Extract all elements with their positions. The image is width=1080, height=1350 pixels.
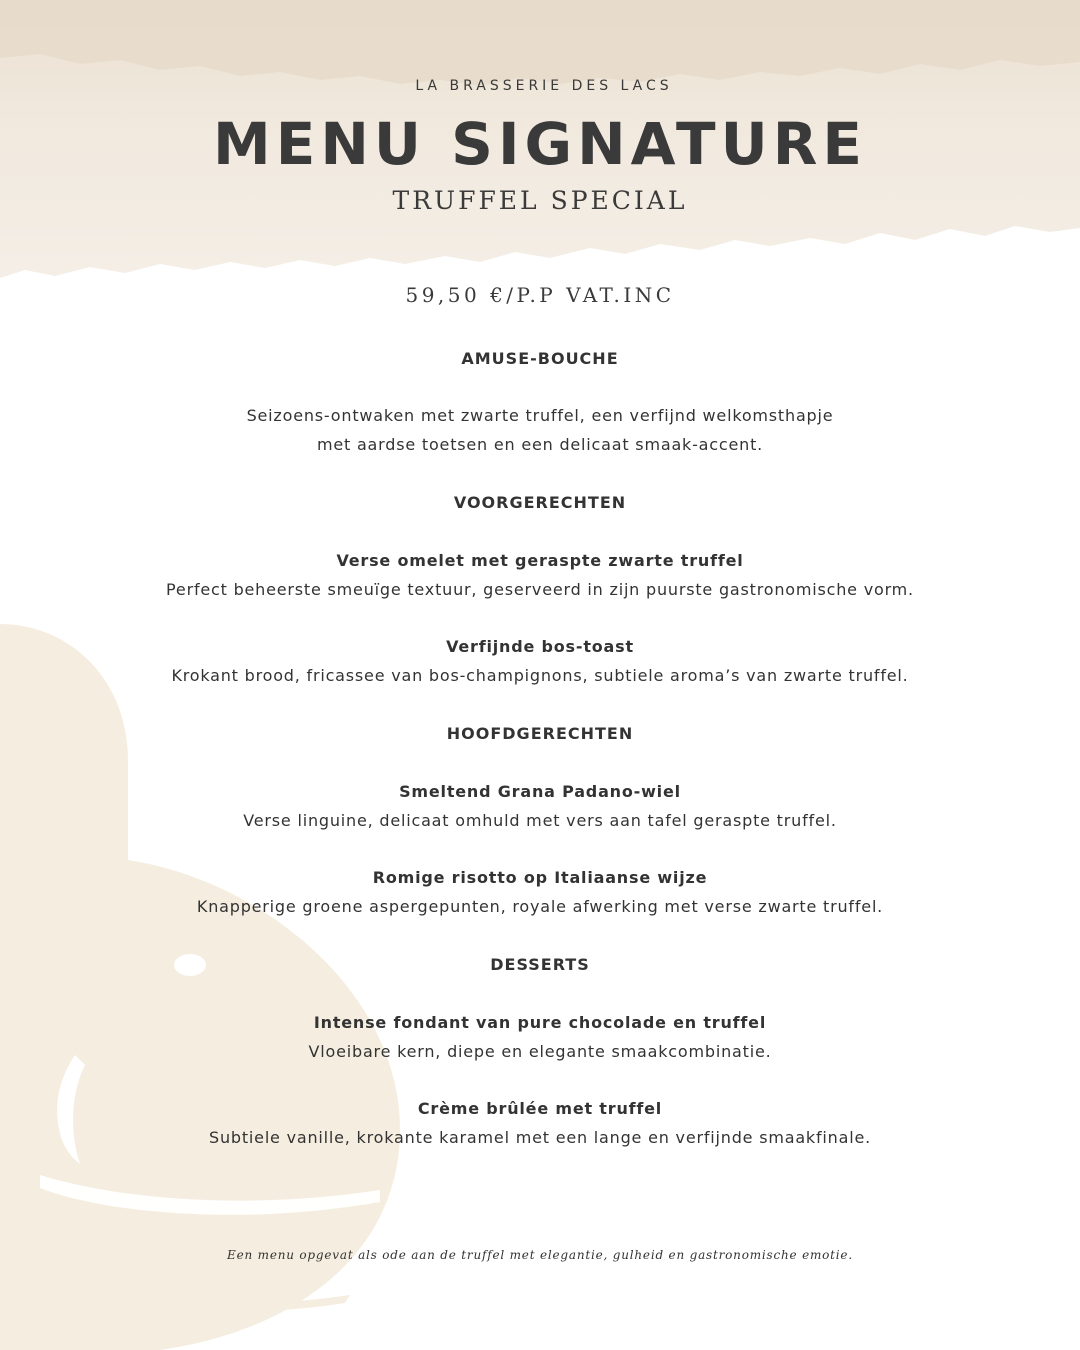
restaurant-name: LA BRASSERIE DES LACS bbox=[415, 78, 673, 94]
menu-price: 59,50 €/P.P VAT.INC bbox=[405, 283, 675, 307]
dish-description: Perfect beheerste smeuïge textuur, geserveerd in zijn puurste gastronomische vorm. bbox=[166, 580, 914, 599]
dish-name: Verfijnde bos-toast bbox=[446, 637, 634, 656]
section-heading-mains: HOOFDGERECHTEN bbox=[446, 724, 634, 743]
section-heading-amuse: AMUSE-BOUCHE bbox=[461, 349, 619, 368]
section-heading-starters: VOORGERECHTEN bbox=[453, 493, 627, 512]
dish-description: Subtiele vanille, krokante karamel met een lange en verfijnde smaakfinale. bbox=[209, 1128, 871, 1147]
dish-name: Crème brûlée met truffel bbox=[417, 1099, 663, 1118]
amuse-description-line-2: met aardse toetsen en een delicaat smaak-accent. bbox=[316, 435, 764, 454]
footer-tagline: Een menu opgevat als ode aan de truffel met elegantie, gulheid en gastronomische emotie. bbox=[227, 1248, 853, 1262]
dish-description: Vloeibare kern, diepe en elegante smaakcombinatie. bbox=[308, 1042, 772, 1061]
dish-name: Verse omelet met geraspte zwarte truffel bbox=[336, 551, 744, 570]
section-heading-desserts: DESSERTS bbox=[490, 955, 590, 974]
menu-title: MENU SIGNATURE bbox=[213, 110, 867, 178]
amuse-description-line-1: Seizoens-ontwaken met zwarte truffel, een verfijnd welkomsthapje bbox=[246, 406, 834, 425]
dish-name: Smeltend Grana Padano-wiel bbox=[399, 782, 681, 801]
dish-name: Romige risotto op Italiaanse wijze bbox=[372, 868, 708, 887]
dish-description: Verse linguine, delicaat omhuld met vers aan tafel geraspte truffel. bbox=[243, 811, 837, 830]
menu-subtitle: TRUFFEL SPECIAL bbox=[392, 186, 688, 215]
dish-description: Knapperige groene aspergepunten, royale afwerking met verse zwarte truffel. bbox=[196, 897, 884, 916]
dish-name: Intense fondant van pure chocolade en truffel bbox=[313, 1013, 767, 1032]
dish-description: Krokant brood, fricassee van bos-champignons, subtiele aroma’s van zwarte truffel. bbox=[171, 666, 909, 685]
